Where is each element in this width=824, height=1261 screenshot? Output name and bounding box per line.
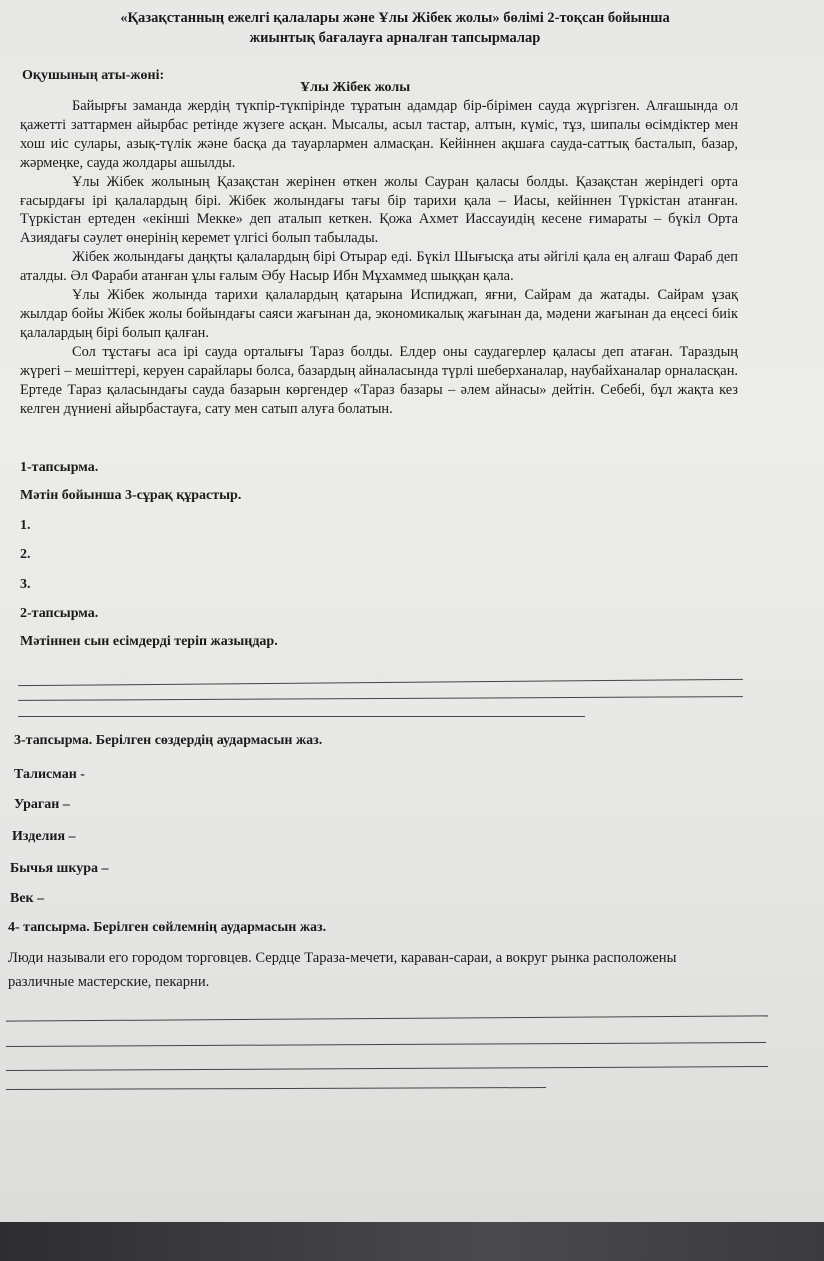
task4-sentence: Люди называли его городом торговцев. Сердце Тараза-мечети, караван-сараи, а вокруг рынка расположены различные мастерские, пекарни. <box>8 950 677 990</box>
reading-title: Ұлы Жібек жолы <box>300 80 411 95</box>
word-bychya-shkura: Бычья шкура – <box>10 861 109 876</box>
paragraph: Байырғы заманда жердің түкпір-түкпірінде тұратын адамдар бір-бірімен сауда жүргізген. Алғашында ол қажетті заттармен айырбас ретінде жүзеге асқан. Мысалы, асыл тастар, алтын, күміс, тұз, шипалы өсімдіктер мен хош иіс сулары, азық-түлік және басқа да тауарлармен алмасқан. Кейіннен ақшаға сауда-саттық басталып, базар, жәрмеңке, сауда жолдары ашылды. <box>20 98 738 171</box>
word-talisman: Талисман - <box>14 767 85 782</box>
word-vek: Век – <box>10 891 45 906</box>
question-number-3: 3. <box>20 577 31 592</box>
task1-label: 1-тапсырма. <box>20 460 99 475</box>
answer-line <box>6 1042 766 1047</box>
desk-background <box>0 1222 824 1261</box>
question-number-2: 2. <box>20 547 31 562</box>
student-name-label: Оқушының аты-жөні: <box>22 68 165 83</box>
worksheet-header <box>40 8 750 48</box>
task4-heading: 4- тапсырма. Берілген сөйлемнің аудармасын жаз. <box>8 920 327 935</box>
task2-label: 2-тапсырма. <box>20 606 99 621</box>
word-uragan: Ураган – <box>14 797 70 812</box>
word-izdeliya: Изделия – <box>12 829 76 844</box>
answer-line <box>6 1015 768 1021</box>
paragraph: Ұлы Жібек жолының Қазақстан жерінен өткен жолы Сауран қаласы болды. Қазақстан жеріндегі орта ғасырдағы ірі қалалардың бірі. Жібек жолындағы тағы бір тарихи қала – Иасы, кейіннен Түркістан атанған. Түркістан ертеден «екінші Мекке» деп аталып кеткен. Қожа Ахмет Иассауидің кесене ғимараты – бүкіл Орта Азиядағы сәулет өнерінің керемет үлгісі болып табылады. <box>20 173 738 247</box>
task3-heading: 3-тапсырма. Берілген сөздердің аудармасын жаз. <box>14 733 323 748</box>
task2-instruction: Мәтіннен сын есімдерді теріп жазыңдар. <box>20 634 278 649</box>
answer-line <box>18 716 585 717</box>
answer-line <box>18 679 743 686</box>
paragraph: Жібек жолындағы даңқты қалалардың бірі Отырар еді. Бүкіл Шығысқа аты әйгілі қала ең алғаш Фараб деп аталды. Әл Фараби атанған ұлы ғалым Әбу Насыр Ибн Мұхаммед шыққан қала. <box>20 249 738 285</box>
question-number-1: 1. <box>20 518 31 533</box>
paragraph: Ұлы Жібек жолында тарихи қалалардың қатарына Испиджап, яғни, Сайрам да жатады. Сайрам ұзақ жылдар бойы Жібек жолы бойындағы саяси жағынан да, экономикалық жағынан да, мәдени жағынан да еңсесі биік қалалардың бірі болып қалған. <box>20 287 738 341</box>
header-line-2: жиынтық бағалауға арналған тапсырмалар <box>249 30 541 46</box>
paragraph: Сол тұстағы аса ірі сауда орталығы Тараз болды. Елдер оны саудагерлер қаласы деп атаған. Тараздың жүрегі – мешіттері, керуен сарайлары болса, базардың айналасында түрлі шеберханалар, наубайханалар орналасқан. Ертеде Тараз қаласындағы сауда базарын көргендер «Тараз базары – әлем айнасы» дейтін. Себебі, бұл жақта кез келген дүниені айырбастауға, сату мен сатып алуға болатын. <box>20 343 738 417</box>
answer-line <box>6 1066 768 1071</box>
answer-line <box>18 696 743 701</box>
reading-text <box>20 97 738 418</box>
task1-instruction: Мәтін бойынша 3-сұрақ құрастыр. <box>20 488 242 503</box>
answer-line <box>6 1087 546 1090</box>
header-line-1: «Қазақстанның ежелгі қалалары және Ұлы Жібек жолы» бөлімі 2-тоқсан бойынша <box>120 10 670 26</box>
